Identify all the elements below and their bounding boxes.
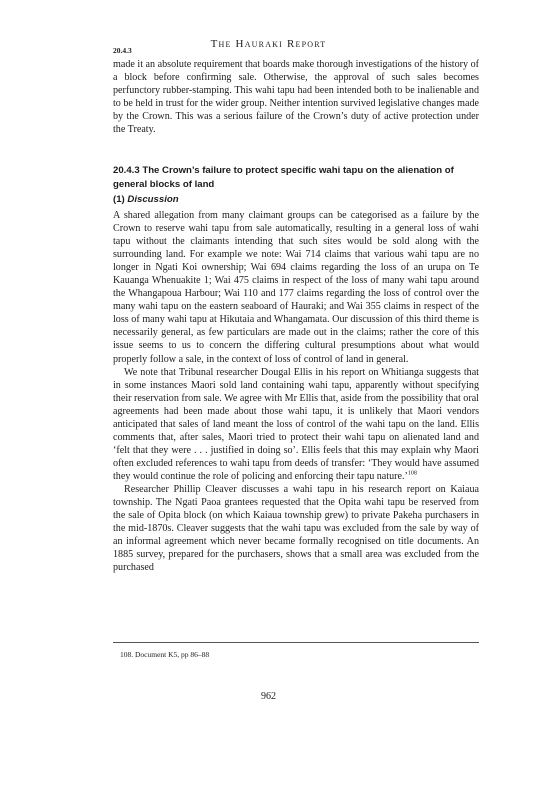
subheading (113, 194, 179, 205)
footnote: 108. Document K5, pp 86–88 (120, 650, 210, 659)
top-paragraph: made it an absolute requirement that boards make thorough investigations of the history of a block before confirming sale. Otherwise, the approval of such sales becomes perfunctory rubber-stamping. This wahi tapu had been intended both to be inalienable and to be held in trust for the wider group. Neither intention survived legislative changes made by the Crown. This was a serious failure of the Crown’s duty of active protection under the Treaty. (113, 59, 479, 136)
footnote-divider (113, 642, 479, 643)
body-paragraph-2 (113, 366, 479, 483)
page-number: 962 (261, 691, 276, 702)
body-paragraph-2-text: We note that Tribunal researcher Dougal Ellis in his report on Whitianga suggests that in some instances Maori sold land containing wahi tapu, apparently without specifying their reservation from sale. We agree with Mr Ellis that, aside from the possibility that oral agreements had been made about those wahi tapu, it is unlikely that Maori vendors anticipated that sales of land meant the loss of control of the wahi tapu on the land. Ellis comments that, after sales, Maori tried to protect their wahi tapu on alienated land and ‘felt that they were . . . justified in doing so’. Ellis feels that this may explain why Maori often excluded references to wahi tapu from deeds of transfer: ‘They would have assumed they would continue the role of policing and enforcing their tapu nature.’ (113, 366, 479, 482)
top-paragraph-block (113, 58, 479, 136)
subheading-label: Discussion (127, 194, 179, 205)
section-heading: 20.4.3 The Crown’s failure to protect specific wahi tapu on the alienation of general blocks of land (113, 165, 454, 190)
section-number-marker: 20.4.3 (113, 46, 132, 55)
subheading-number: (1) (113, 194, 125, 205)
body-text (113, 209, 479, 574)
running-title: The Hauraki Report (210, 38, 327, 50)
body-paragraph-1: A shared allegation from many claimant groups can be categorised as a failure by the Crown to reserve wahi tapu from sale automatically, resulting in a general loss of wahi tapu without the claimants intending that such sites would be sold along with the surrounding land. For example we note: Wai 714 claims that various wahi tapu are no longer in Ngati Koi ownership; Wai 694 claims regarding the loss of an urupa on Te Kauanga Whenuakite 1; Wai 475 claims in respect of the loss of many wahi tapu around the Whangapoua Harbour; Wai 110 and 177 claims regarding the loss of control over the many wahi tapu on the eastern seaboard of Hauraki; and Wai 355 claims in respect of the loss of many wahi tapu at Hikutaia and Whangamata. Our discussion of this third theme is necessarily general, as few particulars are made out in the claims; rather the core of this issue seems to us to concern the differing cultural presumptions about what would properly follow a sale, in the context of loss of control of land in general. (113, 210, 479, 365)
footnote-reference: 108 (407, 470, 417, 477)
body-paragraph-3: Researcher Phillip Cleaver discusses a wahi tapu in his research report on Kaiaua township. The Ngati Paoa grantees requested that the Opita wahi tapu be reserved from the sale of Opita block (on which Kaiaua township grew) to private Pakeha purchasers in the mid-1870s. Cleaver suggests that the wahi tapu was excluded from the sale by way of an informal agreement which never became formally recognised on title documents. An 1885 survey, prepared for the purchasers, shows that a small area was excluded from the purchased (113, 483, 479, 574)
